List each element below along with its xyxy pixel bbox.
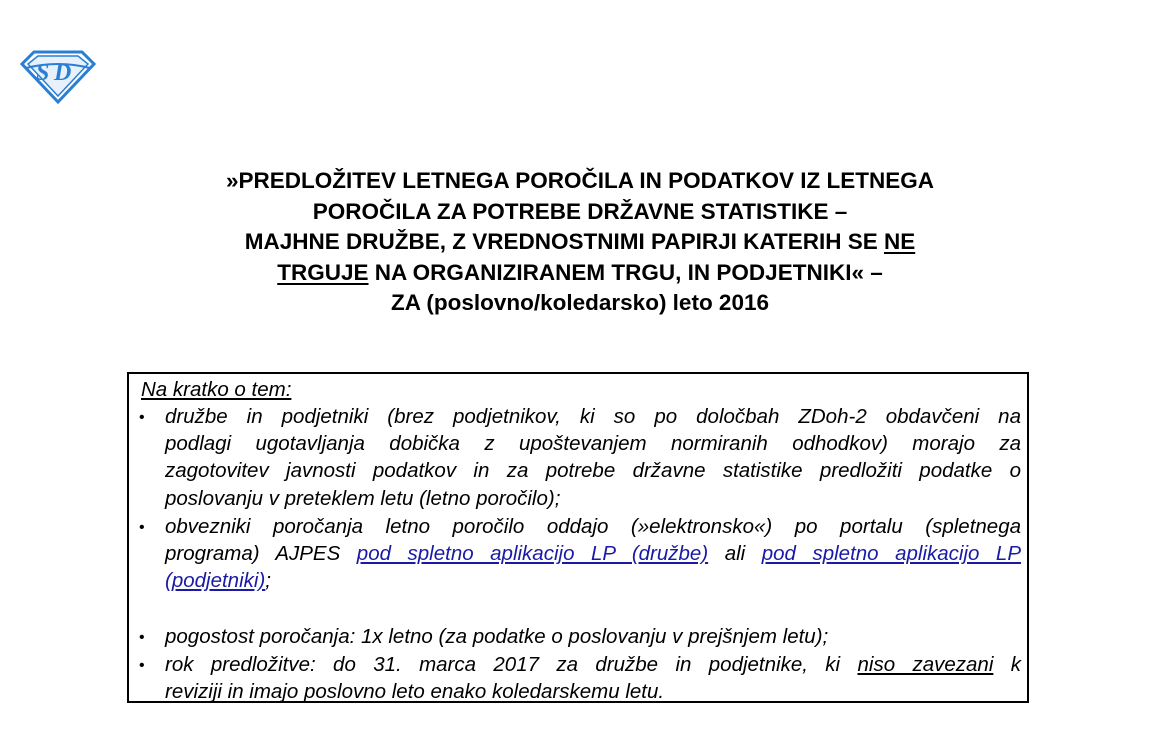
- list-item-2: [165, 513, 1021, 595]
- list-item-4: [165, 651, 1021, 705]
- svg-text:S: S: [36, 60, 50, 86]
- list-item-2-semicolon: ;: [265, 569, 271, 593]
- list-item-4-text: rok predložitve: do 31. marca 2017 za družbe in podjetnike, ki: [165, 653, 858, 676]
- link-lp-podjetniki[interactable]: pod spletno aplikacijo LP: [761, 542, 1022, 566]
- list-item-4-k: k: [993, 653, 1021, 676]
- bullet-icon: •: [139, 409, 145, 426]
- title-underlined-ne: NE: [883, 229, 916, 254]
- list-item-2-line-1: obvezniki poročanja letno poročilo oddajo (»elektronsko«) po portalu (spletnega: [165, 515, 1021, 538]
- sd-logo: [20, 50, 96, 104]
- list-item-2-line-3: [165, 567, 1021, 594]
- svg-text:D: D: [54, 60, 72, 86]
- bullet-icon: •: [139, 657, 145, 674]
- title-underlined-trguje: TRGUJE: [277, 259, 369, 285]
- summary-heading: Na kratko o tem:: [141, 378, 292, 401]
- list-item-4-underlined: niso zavezani: [857, 653, 994, 676]
- title-line-1: »PREDLOŽITEV LETNEGA POROČILA IN PODATKOV IZ LETNEGA: [226, 168, 934, 193]
- list-item-1-line-3: zagotovitev javnosti podatkov in za potrebe državne statistike predložiti podatke o: [165, 459, 1021, 483]
- summary-box: [127, 372, 1029, 703]
- bullet-icon: •: [139, 519, 145, 536]
- title-line-5: ZA (poslovno/koledarsko) leto 2016: [390, 290, 769, 315]
- bullet-icon: •: [139, 629, 145, 646]
- title-line-4-text: NA ORGANIZIRANEM TRGU, IN PODJETNIKI« –: [368, 259, 883, 285]
- title-line-3-text: MAJHNE DRUŽBE, Z VREDNOSTNIMI PAPIRJI KATERIH SE: [244, 229, 884, 254]
- list-item-1-line-4: poslovanju v preteklem letu (letno poročilo);: [165, 486, 561, 510]
- title-line-4: [130, 258, 1030, 289]
- list-item-4-line-2: reviziji in imajo poslovno leto enako koledarskemu letu.: [165, 680, 665, 704]
- list-item-2-line-2: [165, 540, 1021, 567]
- sd-diamond-logo-icon: [20, 50, 96, 104]
- list-item-2-text: programa) AJPES: [165, 542, 357, 566]
- list-item-1-line-1: družbe in podjetniki (brez podjetnikov, ki so po določbah ZDoh-2 obdavčeni na: [165, 405, 1021, 428]
- title-line-2: POROČILA ZA POTREBE DRŽAVNE STATISTIKE –: [312, 198, 848, 224]
- document-title: [130, 166, 1030, 319]
- list-item-4-line-1: [165, 651, 1021, 678]
- list-item-1-line-2: podlagi ugotavljanja dobička z upoštevanjem normiranih odhodkov) morajo za: [165, 432, 1021, 456]
- link-lp-druzbe[interactable]: pod spletno aplikacijo LP (družbe): [356, 542, 709, 566]
- list-item-3-line-1: pogostost poročanja: 1x letno (za podatke o poslovanju v prejšnjem letu);: [165, 625, 829, 648]
- title-line-3: [130, 227, 1030, 258]
- list-item-2-ali: ali: [708, 542, 762, 566]
- link-lp-podjetniki-cont[interactable]: (podjetniki): [165, 569, 266, 593]
- list-item-1: [165, 403, 1021, 512]
- list-item-3: [165, 623, 1021, 650]
